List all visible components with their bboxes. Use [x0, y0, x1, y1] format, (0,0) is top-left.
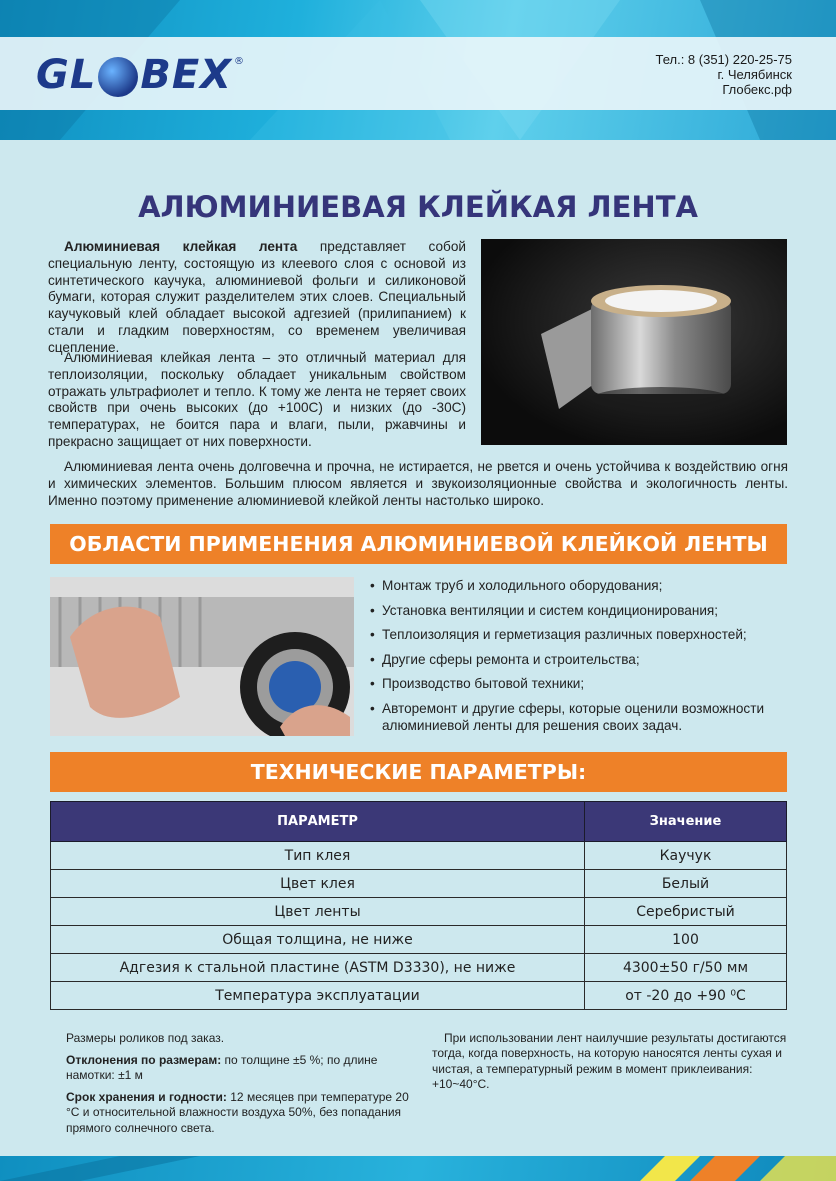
col-header-param: ПАРАМЕТР [51, 802, 585, 842]
table-row [51, 982, 787, 1010]
param-cell: Цвет клея [51, 870, 585, 898]
specs-table [50, 801, 787, 1010]
contact-city: г. Челябинск [717, 67, 792, 82]
intro-bold-term: Алюминиевая клейкая лента [64, 239, 298, 254]
param-cell: Тип клея [51, 842, 585, 870]
logo-text-left: GL [36, 52, 97, 98]
page-title: АЛЮМИНИЕВАЯ КЛЕЙКАЯ ЛЕНТА [138, 190, 698, 224]
applications-list [368, 578, 788, 742]
param-cell: Цвет ленты [51, 898, 585, 926]
table-row [51, 870, 787, 898]
applications-heading: ОБЛАСТИ ПРИМЕНЕНИЯ АЛЮМИНИЕВОЙ КЛЕЙКОЙ ЛЕНТЫ [50, 524, 787, 564]
table-row [51, 842, 787, 870]
table-row [51, 926, 787, 954]
list-item: • Установка вентиляции и систем кондиционирования; [368, 603, 788, 620]
param-cell: Общая толщина, не ниже [51, 926, 585, 954]
footer-band [0, 1156, 836, 1181]
tolerance-label: Отклонения по размерам: [66, 1053, 222, 1067]
footer-pattern [0, 1156, 836, 1181]
list-item: • Теплоизоляция и герметизация различных поверхностей; [368, 627, 788, 644]
registered-mark: ® [233, 55, 244, 67]
header [0, 0, 836, 140]
contacts [656, 52, 793, 97]
list-item: • Монтаж труб и холодильного оборудования; [368, 578, 788, 595]
logo-text-right: BEX [140, 52, 232, 98]
list-item: • Авторемонт и другие сферы, которые оценили возможности алюминиевой ленты для решения своих задач. [368, 701, 788, 735]
table-row [51, 954, 787, 982]
tolerance-text: по толщине ±5 %; по длине намотки: ±1 м [66, 1053, 378, 1083]
value-cell: Каучук [585, 842, 787, 870]
storage-text: 12 месяцев при температуре 20 °С и относительной влажности воздуха 50%, без попадания прямого солнечного света. [66, 1090, 409, 1135]
note-sizes: Размеры роликов под заказ. [66, 1031, 225, 1045]
note-tolerance [66, 1053, 411, 1084]
intro-paragraph-2: Алюминиевая клейкая лента – это отличный материал для теплоизоляции, поскольку обладает уникальным свойством отражать ультрафиолет и тепло. К тому же лента не теряет своих свойств при очень высоких (до +100С) и низких (до -30С) температурах, не боится пара и влаги, пыли, ржавчины и прекрасно защищает от них поверхности. [48, 350, 466, 449]
tape-roll-photo [481, 239, 787, 445]
applying-tape-photo [50, 577, 354, 736]
value-cell: от -20 до +90 ⁰С [585, 982, 787, 1010]
intro-paragraph-3: Алюминиевая лента очень долговечна и прочна, не истирается, не рвется и очень устойчива к воздействию огня и химических элементов. Большим плюсом является и звукоизоляционные свойства и экологичность ленты. Именно поэтому применение алюминиевой клейкой ленты настолько широко. [48, 459, 788, 508]
globex-logo [36, 52, 244, 98]
param-cell: Температура эксплуатации [51, 982, 585, 1010]
intro-p1-text: представляет собой специальную ленту, состоящую из клеевого слоя с основой из синтетического каучука, алюминиевой фольги и силиконовой бумаги, которая служит разделителем этих слоев. Специальный каучуковый клей обладает высокой адгезией (прилипанием) к стали и гладким поверхностям, со временем увеличивая сцепление. [48, 239, 466, 355]
intro-paragraph-1 [48, 239, 466, 357]
value-cell: Серебристый [585, 898, 787, 926]
value-cell: Белый [585, 870, 787, 898]
param-cell: Адгезия к стальной пластине (ASTM D3330), не ниже [51, 954, 585, 982]
storage-label: Срок хранения и годности: [66, 1090, 227, 1104]
value-cell: 4300±50 г/50 мм [585, 954, 787, 982]
note-storage [66, 1090, 411, 1136]
list-item: • Производство бытовой техники; [368, 676, 788, 693]
note-usage: При использовании лент наилучшие результаты достигаются тогда, когда поверхность, на которую наносятся ленты сухая и чистая, а температурный режим в момент приклеивания: +10~40°С. [432, 1031, 787, 1092]
col-header-value: Значение [585, 802, 787, 842]
value-cell: 100 [585, 926, 787, 954]
specs-heading: ТЕХНИЧЕСКИЕ ПАРАМЕТРЫ: [50, 752, 787, 792]
contact-site: Глобекс.рф [722, 82, 792, 97]
list-item: • Другие сферы ремонта и строительства; [368, 652, 788, 669]
contact-phone: Тел.: 8 (351) 220-25-75 [655, 52, 792, 67]
table-row [51, 898, 787, 926]
globe-icon [98, 57, 138, 97]
